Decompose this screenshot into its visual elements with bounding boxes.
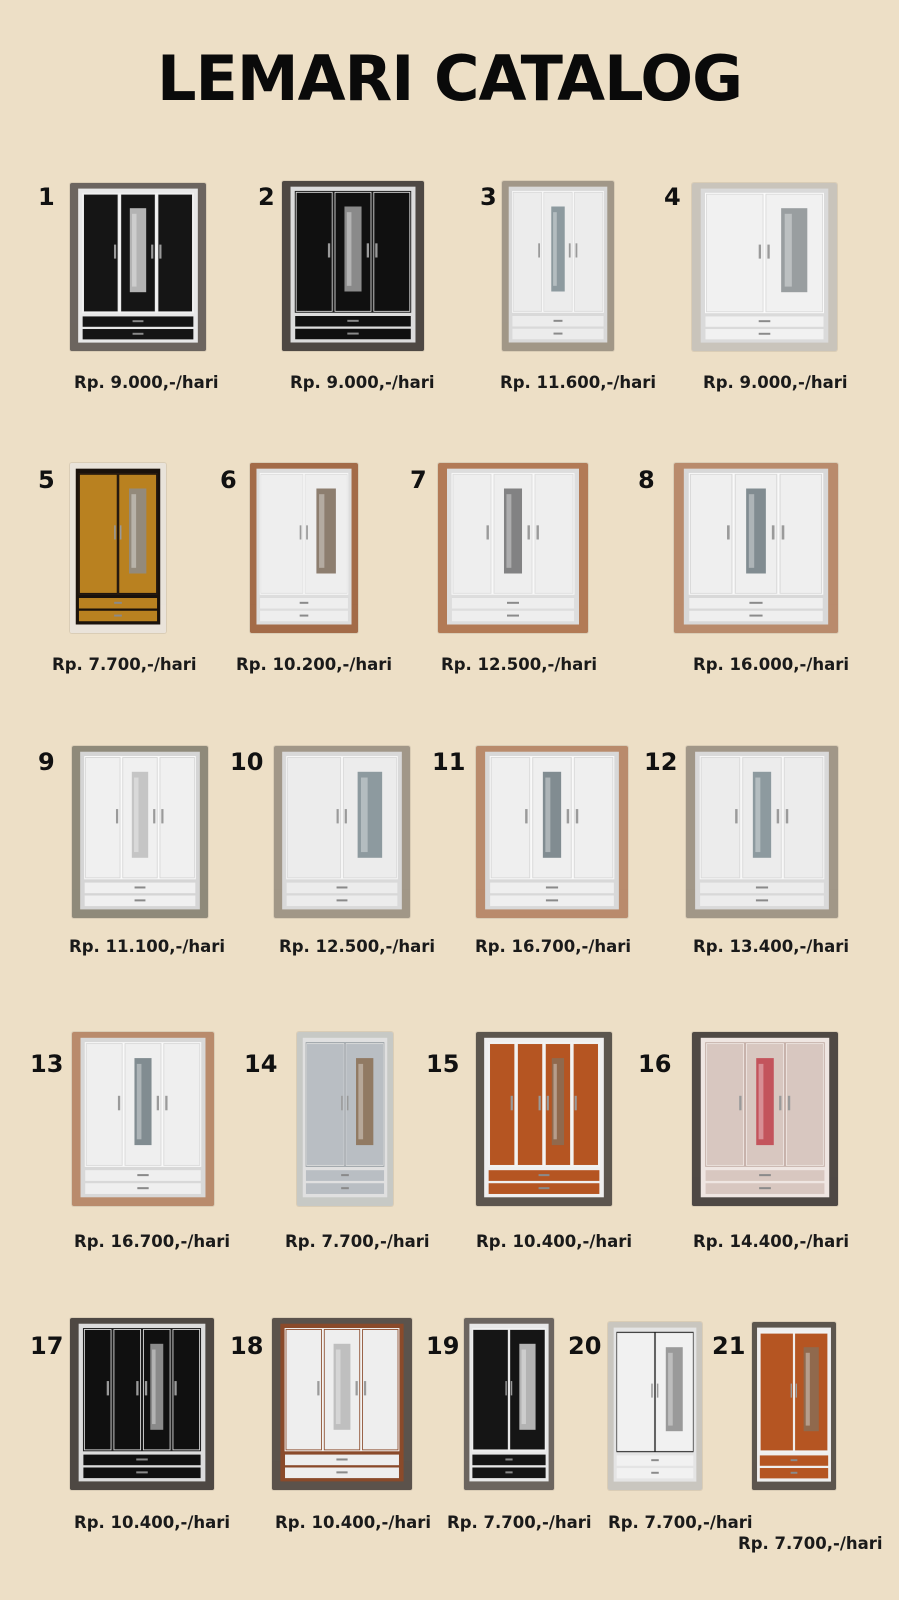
wardrobe-photo <box>72 746 208 918</box>
item-number: 9 <box>38 748 55 776</box>
item-number: 20 <box>568 1332 602 1360</box>
wardrobe-photo <box>686 746 838 918</box>
item-number: 10 <box>230 748 264 776</box>
wardrobe-photo <box>70 183 206 351</box>
item-price: Rp. 11.100,-/hari <box>69 937 226 956</box>
wardrobe-photo <box>692 183 837 351</box>
item-number: 3 <box>480 183 497 211</box>
item-price: Rp. 13.400,-/hari <box>693 937 850 956</box>
wardrobe-photo <box>250 463 358 633</box>
wardrobe-photo <box>297 1032 393 1206</box>
item-number: 14 <box>244 1050 278 1078</box>
item-number: 15 <box>426 1050 460 1078</box>
wardrobe-photo <box>476 746 628 918</box>
item-price: Rp. 10.400,-/hari <box>275 1513 432 1532</box>
wardrobe-photo <box>274 746 410 918</box>
item-number: 5 <box>38 466 55 494</box>
wardrobe-photo <box>438 463 588 633</box>
item-price: Rp. 10.200,-/hari <box>236 655 393 674</box>
item-price: Rp. 12.500,-/hari <box>279 937 436 956</box>
item-price: Rp. 9.000,-/hari <box>290 373 435 392</box>
item-number: 18 <box>230 1332 264 1360</box>
item-price: Rp. 7.700,-/hari <box>52 655 197 674</box>
wardrobe-photo <box>692 1032 838 1206</box>
wardrobe-photo <box>72 1032 214 1206</box>
item-price: Rp. 9.000,-/hari <box>703 373 848 392</box>
wardrobe-photo <box>674 463 838 633</box>
item-price: Rp. 10.400,-/hari <box>74 1513 231 1532</box>
item-number: 1 <box>38 183 55 211</box>
item-number: 2 <box>258 183 275 211</box>
item-price: Rp. 16.000,-/hari <box>693 655 850 674</box>
wardrobe-photo <box>70 463 166 633</box>
item-price: Rp. 7.700,-/hari <box>285 1232 430 1251</box>
item-number: 11 <box>432 748 466 776</box>
item-price: Rp. 7.700,-/hari <box>608 1513 753 1532</box>
item-number: 19 <box>426 1332 460 1360</box>
item-number: 8 <box>638 466 655 494</box>
item-price: Rp. 10.400,-/hari <box>476 1232 633 1251</box>
item-price: Rp. 7.700,-/hari <box>738 1534 883 1553</box>
item-number: 12 <box>644 748 678 776</box>
item-number: 13 <box>30 1050 64 1078</box>
item-price: Rp. 14.400,-/hari <box>693 1232 850 1251</box>
wardrobe-photo <box>464 1318 554 1490</box>
item-number: 4 <box>664 183 681 211</box>
item-price: Rp. 16.700,-/hari <box>475 937 632 956</box>
item-price: Rp. 11.600,-/hari <box>500 373 657 392</box>
wardrobe-photo <box>476 1032 612 1206</box>
item-number: 7 <box>410 466 427 494</box>
wardrobe-photo <box>282 181 424 351</box>
item-price: Rp. 7.700,-/hari <box>447 1513 592 1532</box>
item-price: Rp. 9.000,-/hari <box>74 373 219 392</box>
wardrobe-photo <box>608 1322 702 1490</box>
item-price: Rp. 12.500,-/hari <box>441 655 598 674</box>
wardrobe-photo <box>70 1318 214 1490</box>
item-price: Rp. 16.700,-/hari <box>74 1232 231 1251</box>
wardrobe-photo <box>502 181 614 351</box>
page-title: LEMARI CATALOG <box>157 42 742 115</box>
item-number: 16 <box>638 1050 672 1078</box>
item-number: 21 <box>712 1332 746 1360</box>
item-number: 17 <box>30 1332 64 1360</box>
item-number: 6 <box>220 466 237 494</box>
wardrobe-photo <box>752 1322 836 1490</box>
wardrobe-photo <box>272 1318 412 1490</box>
